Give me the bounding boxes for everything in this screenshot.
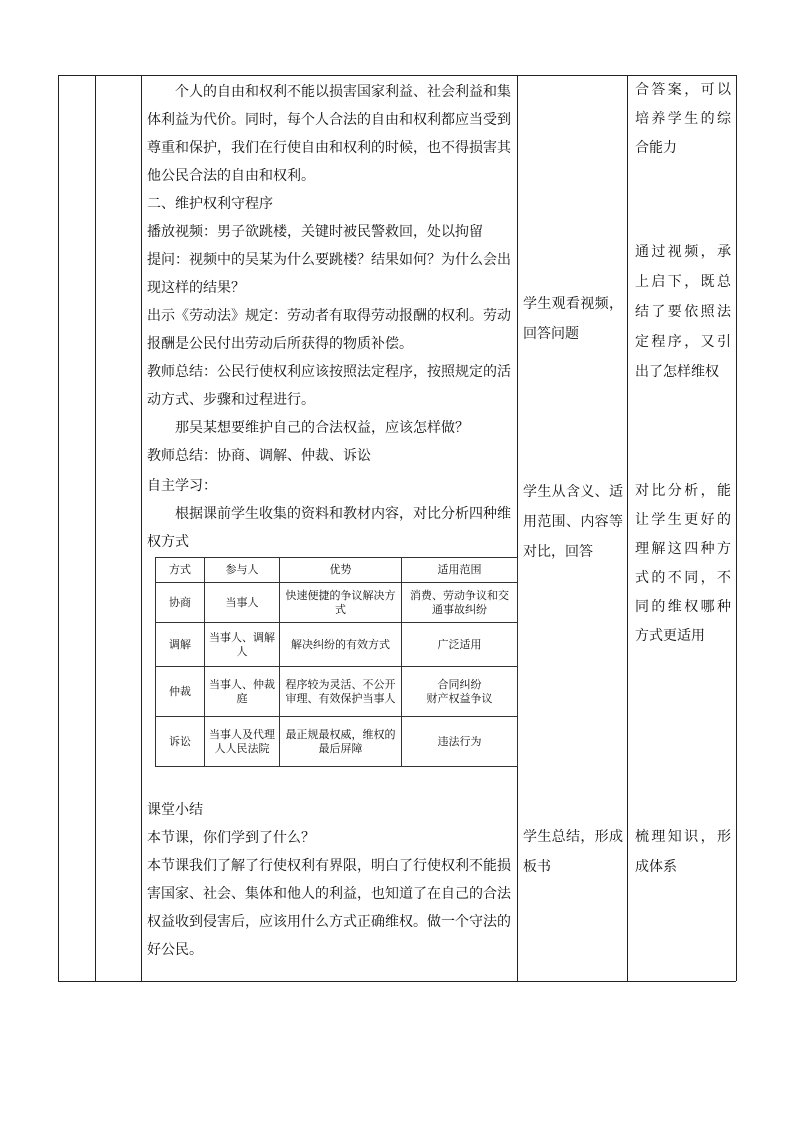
- class-summary: [147, 796, 511, 964]
- table-divider-2: [141, 75, 142, 981]
- section-heading: 二、维护权利守程序: [147, 196, 273, 212]
- video-line: 播放视频：男子欲跳楼，关键时被民警救回，处以拘留: [147, 224, 483, 240]
- table-row: [156, 717, 518, 767]
- table-row: [156, 623, 518, 667]
- participants-cell: 当事人、仲裁庭: [205, 667, 280, 717]
- design-intent-organize: 梳理知识，形成体系: [635, 829, 731, 875]
- participants-cell: 当事人、调解人: [205, 623, 280, 667]
- design-intent-video: 通过视频，承上启下，既总结了要依照法定程序，又引出了怎样维权: [635, 244, 731, 380]
- table-border-left: [58, 75, 59, 981]
- scope-cell: 消费、劳动争议和交通事故纠纷: [402, 583, 518, 623]
- table-row: [156, 583, 518, 623]
- advantage-cell: 最正规最权威，维权的最后屏障: [280, 717, 402, 767]
- method-cell: 诉讼: [156, 717, 205, 767]
- advantage-cell: 快速便捷的争议解决方式: [280, 583, 402, 623]
- scope-cell: 违法行为: [402, 717, 518, 767]
- table-border-right: [736, 75, 737, 981]
- summary-question: 本节课，你们学到了什么？: [147, 830, 315, 846]
- method-cell: 调解: [156, 623, 205, 667]
- header-scope: 适用范围: [402, 558, 518, 583]
- summary-heading: 课堂小结: [147, 802, 203, 818]
- student-activity-watch: 学生观看视频，回答问题: [523, 296, 623, 342]
- design-intent-comparison: 对比分析，能让学生更好的理解这四种方式的不同，不同的维权哪种方式更适用: [635, 483, 731, 644]
- teacher-summary-2: 教师总结：协商、调解、仲裁、诉讼: [147, 448, 371, 464]
- method-cell: 仲裁: [156, 667, 205, 717]
- student-activity-compare: 学生从含义、适用范围、内容等对比，回答: [523, 484, 623, 560]
- method-cell: 协商: [156, 583, 205, 623]
- advantage-cell: 程序较为灵活、不公开审理、有效保护当事人: [280, 667, 402, 717]
- paragraph-rights-limits: 个人的自由和权利不能以损害国家利益、社会利益和集体利益为代价。同时，每个人合法的自由和权利都应当受到尊重和保护，我们在行使自由和权利的时候，也不得损害其他公民合法的自由和权利。: [147, 84, 511, 184]
- law-line: 出示《劳动法》规定：劳动者有取得劳动报酬的权利。劳动报酬是公民付出劳动后所获得的物质补偿。: [147, 308, 511, 352]
- summary-text: 本节课我们了解了行使权利有界限，明白了行使权利不能损害国家、社会、集体和他人的利益，也知道了在自己的合法权益收到侵害后，应该用什么方式正确维权。做一个守法的好公民。: [147, 858, 511, 958]
- student-activity-summarize: 学生总结，形成板书: [523, 829, 623, 875]
- followup-question: 那吴某想要维护自己的合法权益，应该怎样做？: [175, 420, 469, 436]
- scope-cell: 广泛适用: [402, 623, 518, 667]
- table-row: [156, 667, 518, 717]
- participants-cell: 当事人及代理人人民法院: [205, 717, 280, 767]
- rights-methods-table: [155, 557, 518, 767]
- table-bottom-border: [58, 981, 736, 982]
- table-divider-3: [517, 75, 518, 981]
- scope-cell: 合同纠纷 财产权益争议: [402, 667, 518, 717]
- self-study-heading: 自主学习：: [147, 478, 217, 494]
- advantage-cell: 解决纠纷的有效方式: [280, 623, 402, 667]
- header-advantage: 优势: [280, 558, 402, 583]
- methods-header-row: [156, 558, 518, 583]
- question-line: 提问：视频中的吴某为什么要跳楼？结果如何？为什么会出现这样的结果？: [147, 252, 511, 296]
- design-intent-cultivate: 合答案，可以培养学生的综合能力: [635, 82, 731, 156]
- table-divider-1: [95, 75, 96, 981]
- teaching-content: [147, 78, 511, 556]
- table-divider-4: [627, 75, 628, 981]
- self-study-text: 根据课前学生收集的资料和教材内容，对比分析四种维权方式: [147, 506, 511, 550]
- teacher-summary-1: 教师总结：公民行使权利应该按照法定程序，按照规定的活动方式、步骤和过程进行。: [147, 364, 511, 408]
- header-method: 方式: [156, 558, 205, 583]
- header-participants: 参与人: [205, 558, 280, 583]
- participants-cell: 当事人: [205, 583, 280, 623]
